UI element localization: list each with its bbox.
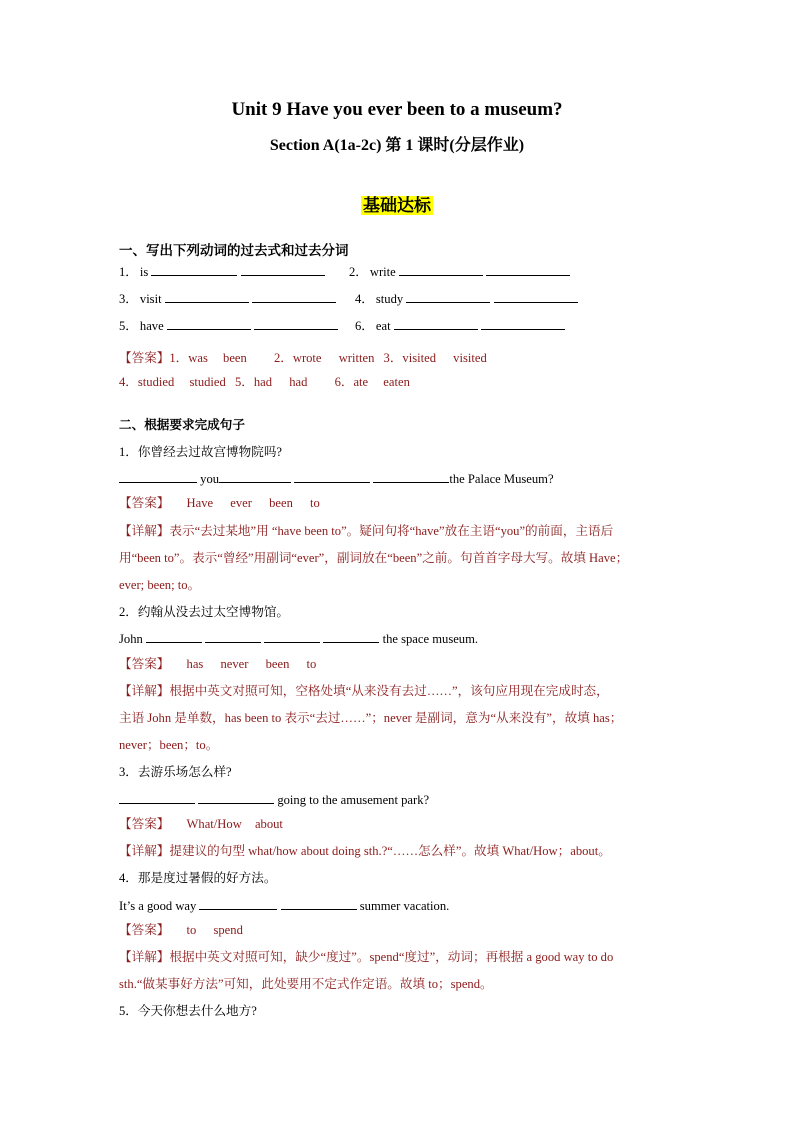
blank-line[interactable] — [219, 470, 291, 483]
answer-word: been — [265, 657, 290, 671]
detail-text: 根据中英文对照可知，缺少“度过”。spend“度过”，动词；再根据 a good way to do — [169, 950, 614, 964]
answer-word: ever — [230, 496, 252, 510]
part1-item-3 — [119, 290, 336, 307]
q3-tail: going to the amusement park? — [277, 793, 430, 807]
blank-line[interactable] — [165, 290, 249, 303]
page-subtitle: Section A(1a-2c) 第 1 课时(分层作业) — [269, 137, 525, 154]
answer-word: about — [254, 817, 283, 831]
item-word: is — [139, 265, 149, 279]
answer-word: studied — [189, 375, 226, 389]
blank-line[interactable] — [281, 897, 357, 910]
q1-sentence — [119, 470, 554, 487]
level-tag-wrap — [0, 195, 794, 217]
q1-answer — [119, 495, 320, 511]
q1-prompt: 1．你曾经去过故宫博物院吗? — [119, 445, 283, 459]
blank-line[interactable] — [264, 630, 320, 643]
q2-detail-line1 — [119, 683, 609, 699]
q3-detail-line1 — [119, 843, 611, 859]
item-word: study — [375, 292, 404, 306]
q4-detail-line2: sth.“做某事好方法”可知，此处要用不定式作定语。故填 to；spend。 — [119, 977, 493, 991]
item-word: visit — [139, 292, 162, 306]
part1-item-6 — [355, 317, 565, 334]
q1-detail-line1 — [119, 523, 613, 539]
q3-sentence — [119, 791, 429, 808]
q3-prompt: 3．去游乐场怎么样? — [119, 765, 232, 779]
detail-text: 提建议的句型 what/how about doing sth.?“……怎么样”。故填 What/How；about。 — [169, 844, 611, 858]
item-number: 5． — [119, 319, 138, 333]
blank-line[interactable] — [167, 317, 251, 330]
part1-heading: 一、写出下列动词的过去式和过去分词 — [119, 243, 349, 259]
answer-tag: 【答案】 — [119, 496, 170, 510]
answer-word: eaten — [383, 375, 410, 389]
item-word: eat — [375, 319, 391, 333]
part1-item-4 — [355, 290, 578, 307]
q4-sentence — [119, 897, 449, 914]
blank-line[interactable] — [399, 263, 483, 276]
part1-item-5 — [119, 317, 338, 334]
answer-word: 2．wrote — [273, 351, 322, 365]
answer-word: 5．had — [234, 375, 273, 389]
blank-line[interactable] — [406, 290, 490, 303]
part2-heading: 二、根据要求完成句子 — [119, 417, 245, 432]
blank-line[interactable] — [198, 791, 274, 804]
answer-word: been — [223, 351, 247, 365]
blank-line[interactable] — [119, 470, 197, 483]
q1-detail-line3: ever; been; to。 — [119, 578, 201, 592]
q4-prompt: 4．那是度过暑假的好方法。 — [119, 871, 277, 885]
detail-tag: 【详解】 — [119, 950, 170, 964]
blank-line[interactable] — [254, 317, 338, 330]
item-number: 3． — [119, 292, 138, 306]
answer-word: to — [306, 657, 317, 671]
item-number: 1． — [119, 265, 138, 279]
answer-word: has — [186, 657, 204, 671]
item-word: write — [369, 265, 396, 279]
answer-tag: 【答案】 — [119, 817, 170, 831]
q4-head: It’s a good way — [119, 899, 197, 913]
blank-line[interactable] — [241, 263, 325, 276]
blank-line[interactable] — [323, 630, 379, 643]
answer-tag: 【答案】 — [119, 351, 170, 365]
level-tag: 基础达标 — [363, 196, 431, 215]
answer-tag: 【答案】 — [119, 923, 170, 937]
q4-detail-line1 — [119, 949, 613, 965]
q2-detail-line3: never；been；to。 — [119, 738, 219, 752]
blank-line[interactable] — [486, 263, 570, 276]
q2-sentence — [119, 630, 478, 647]
blank-line[interactable] — [205, 630, 261, 643]
detail-text: 表示“去过某地”用 “have been to”。疑问句将“have”放在主语“you”的前面，主语后 — [169, 524, 614, 538]
q2-prompt: 2．约翰从没去过太空博物馆。 — [119, 605, 290, 619]
blank-line[interactable] — [294, 470, 370, 483]
item-number: 2． — [349, 265, 368, 279]
answer-word: visited — [453, 351, 487, 365]
part1-item-2 — [349, 263, 570, 280]
q2-head: John — [119, 632, 143, 646]
answer-word: 3．visited — [383, 351, 437, 365]
answer-word: 6．ate — [334, 375, 369, 389]
part1-answer-line1 — [119, 350, 487, 366]
q3-answer — [119, 816, 283, 832]
page-title: Unit 9 Have you ever been to a museum? — [231, 99, 563, 120]
answer-word: 1．was — [169, 351, 208, 365]
answer-word: spend — [213, 923, 243, 937]
item-number: 6． — [355, 319, 374, 333]
blank-line[interactable] — [394, 317, 478, 330]
answer-word: had — [289, 375, 308, 389]
answer-word: 4．studied — [119, 375, 175, 389]
part1-answer-line2 — [119, 374, 410, 390]
detail-text: 根据中英文对照可知，空格处填“从来没有去过……”，该句应用现在完成时态， — [169, 684, 609, 698]
item-number: 4． — [355, 292, 374, 306]
q1-detail-line2: 用“been to”。表示“曾经”用副词“ever”，副词放在“been”之前。句首首字母大写。故填 Have； — [119, 551, 629, 565]
blank-line[interactable] — [151, 263, 237, 276]
detail-tag: 【详解】 — [119, 684, 170, 698]
part1-item-1 — [119, 263, 325, 280]
detail-tag: 【详解】 — [119, 844, 170, 858]
q5-prompt: 5．今天你想去什么地方? — [119, 1004, 257, 1018]
q2-tail: the space museum. — [382, 632, 479, 646]
detail-tag: 【详解】 — [119, 524, 170, 538]
answer-word: to — [310, 496, 320, 510]
answer-word: Have — [186, 496, 214, 510]
answer-word: written — [338, 351, 375, 365]
q1-tail: the Palace Museum? — [449, 472, 554, 486]
answer-word: to — [186, 923, 197, 937]
q2-answer — [119, 656, 316, 672]
answer-word: never — [220, 657, 249, 671]
answer-word: been — [269, 496, 293, 510]
blank-line[interactable] — [199, 897, 277, 910]
q4-answer — [119, 922, 243, 938]
answer-word: What/How — [186, 817, 242, 831]
blank-line[interactable] — [119, 791, 195, 804]
q2-detail-line2: 主语 John 是单数，has been to 表示“去过……”；never 是副词，意为“从来没有”，故填 has； — [119, 711, 623, 725]
blank-line[interactable] — [252, 290, 336, 303]
item-word: have — [139, 319, 164, 333]
blank-line[interactable] — [146, 630, 202, 643]
blank-line[interactable] — [481, 317, 565, 330]
q4-tail: summer vacation. — [359, 899, 450, 913]
answer-tag: 【答案】 — [119, 657, 170, 671]
blank-line[interactable] — [494, 290, 578, 303]
q1-word: you — [200, 472, 220, 486]
blank-line[interactable] — [373, 470, 449, 483]
